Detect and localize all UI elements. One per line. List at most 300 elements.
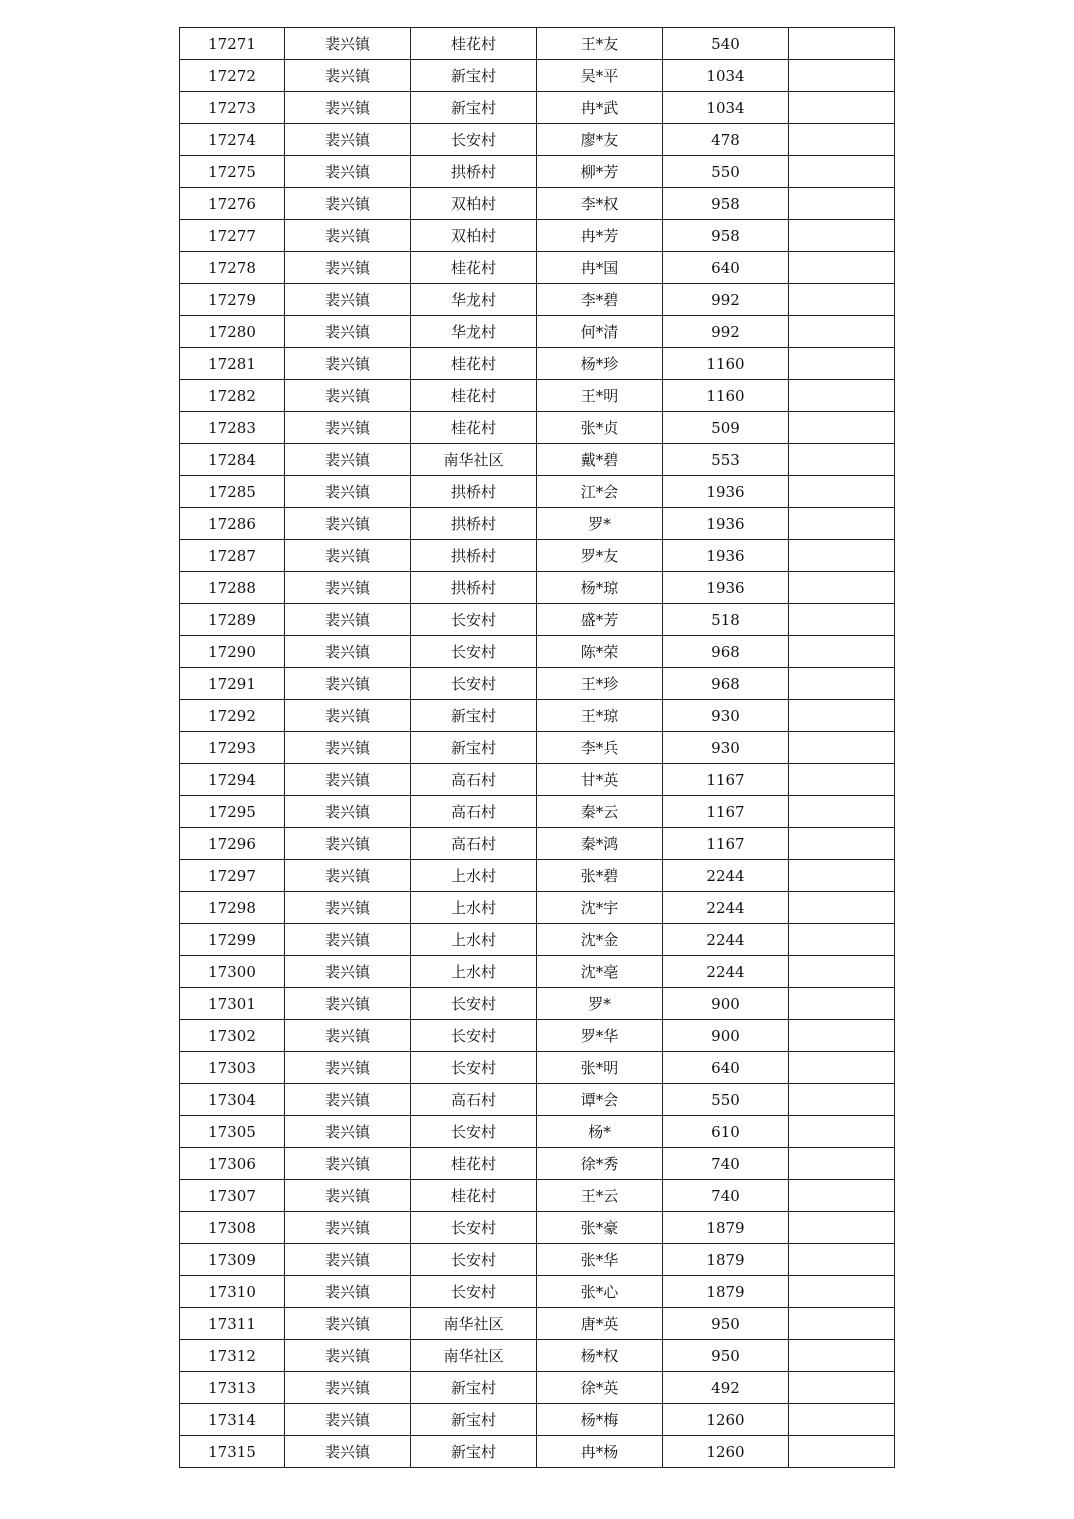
cell-remark [789,796,895,828]
table-row [180,124,895,156]
cell-village: 新宝村 [411,60,537,92]
cell-serial-number: 17303 [180,1052,285,1084]
cell-amount: 550 [663,1084,789,1116]
cell-remark [789,1020,895,1052]
cell-name: 秦*云 [537,796,663,828]
cell-remark [789,316,895,348]
cell-town: 裴兴镇 [285,60,411,92]
cell-amount: 1936 [663,572,789,604]
cell-name: 王*珍 [537,668,663,700]
cell-village: 长安村 [411,1052,537,1084]
cell-name: 谭*会 [537,1084,663,1116]
cell-amount: 518 [663,604,789,636]
cell-name: 沈*亳 [537,956,663,988]
cell-town: 裴兴镇 [285,412,411,444]
cell-remark [789,1308,895,1340]
cell-name: 戴*碧 [537,444,663,476]
cell-village: 高石村 [411,764,537,796]
cell-village: 长安村 [411,1116,537,1148]
cell-amount: 1034 [663,60,789,92]
cell-remark [789,764,895,796]
cell-serial-number: 17273 [180,92,285,124]
table-row [180,444,895,476]
table-row [180,796,895,828]
cell-amount: 640 [663,252,789,284]
cell-town: 裴兴镇 [285,732,411,764]
cell-amount: 992 [663,284,789,316]
cell-serial-number: 17279 [180,284,285,316]
cell-serial-number: 17312 [180,1340,285,1372]
cell-name: 沈*宇 [537,892,663,924]
table-row [180,860,895,892]
cell-village: 华龙村 [411,284,537,316]
cell-serial-number: 17288 [180,572,285,604]
table-row [180,604,895,636]
cell-town: 裴兴镇 [285,444,411,476]
cell-name: 杨*权 [537,1340,663,1372]
cell-town: 裴兴镇 [285,220,411,252]
cell-town: 裴兴镇 [285,124,411,156]
cell-village: 上水村 [411,956,537,988]
cell-serial-number: 17271 [180,28,285,60]
cell-village: 长安村 [411,1020,537,1052]
cell-name: 徐*英 [537,1372,663,1404]
cell-serial-number: 17299 [180,924,285,956]
cell-serial-number: 17309 [180,1244,285,1276]
table-row [180,188,895,220]
cell-name: 罗*华 [537,1020,663,1052]
cell-serial-number: 17308 [180,1212,285,1244]
cell-name: 王*明 [537,380,663,412]
cell-amount: 1167 [663,796,789,828]
cell-amount: 900 [663,988,789,1020]
cell-remark [789,1180,895,1212]
cell-town: 裴兴镇 [285,988,411,1020]
cell-serial-number: 17311 [180,1308,285,1340]
cell-town: 裴兴镇 [285,1212,411,1244]
cell-town: 裴兴镇 [285,1340,411,1372]
cell-amount: 640 [663,1052,789,1084]
cell-remark [789,188,895,220]
cell-serial-number: 17302 [180,1020,285,1052]
cell-remark [789,956,895,988]
cell-serial-number: 17305 [180,1116,285,1148]
cell-town: 裴兴镇 [285,156,411,188]
cell-remark [789,28,895,60]
cell-remark [789,668,895,700]
cell-name: 张*豪 [537,1212,663,1244]
cell-village: 长安村 [411,124,537,156]
cell-name: 秦*鸿 [537,828,663,860]
cell-town: 裴兴镇 [285,892,411,924]
cell-town: 裴兴镇 [285,188,411,220]
cell-remark [789,156,895,188]
cell-village: 新宝村 [411,700,537,732]
cell-name: 冉*武 [537,92,663,124]
cell-town: 裴兴镇 [285,1148,411,1180]
cell-serial-number: 17306 [180,1148,285,1180]
cell-remark [789,1084,895,1116]
cell-amount: 1260 [663,1436,789,1468]
cell-amount: 740 [663,1148,789,1180]
cell-name: 张*华 [537,1244,663,1276]
table-row [180,28,895,60]
cell-amount: 740 [663,1180,789,1212]
cell-remark [789,1404,895,1436]
cell-amount: 1936 [663,476,789,508]
cell-remark [789,1340,895,1372]
cell-village: 长安村 [411,604,537,636]
cell-remark [789,540,895,572]
cell-remark [789,860,895,892]
cell-amount: 2244 [663,956,789,988]
cell-serial-number: 17280 [180,316,285,348]
cell-village: 桂花村 [411,252,537,284]
cell-name: 张*明 [537,1052,663,1084]
cell-village: 新宝村 [411,1436,537,1468]
cell-village: 桂花村 [411,348,537,380]
cell-remark [789,124,895,156]
cell-amount: 958 [663,188,789,220]
cell-serial-number: 17294 [180,764,285,796]
table-row [180,572,895,604]
cell-remark [789,604,895,636]
cell-village: 桂花村 [411,28,537,60]
cell-village: 南华社区 [411,1340,537,1372]
cell-name: 杨*珍 [537,348,663,380]
cell-remark [789,1436,895,1468]
cell-remark [789,572,895,604]
table-row [180,1276,895,1308]
cell-serial-number: 17301 [180,988,285,1020]
table-row [180,892,895,924]
cell-village: 长安村 [411,1276,537,1308]
cell-town: 裴兴镇 [285,828,411,860]
cell-name: 王*友 [537,28,663,60]
cell-village: 上水村 [411,892,537,924]
cell-amount: 1879 [663,1276,789,1308]
cell-village: 拱桥村 [411,508,537,540]
table-row [180,252,895,284]
table-row [180,1212,895,1244]
cell-serial-number: 17275 [180,156,285,188]
cell-name: 冉*国 [537,252,663,284]
cell-name: 罗* [537,988,663,1020]
table-row [180,1308,895,1340]
cell-serial-number: 17282 [180,380,285,412]
cell-amount: 968 [663,668,789,700]
cell-village: 拱桥村 [411,476,537,508]
cell-town: 裴兴镇 [285,636,411,668]
cell-town: 裴兴镇 [285,1052,411,1084]
cell-remark [789,892,895,924]
cell-town: 裴兴镇 [285,540,411,572]
table-row [180,220,895,252]
cell-remark [789,476,895,508]
cell-village: 新宝村 [411,732,537,764]
cell-town: 裴兴镇 [285,572,411,604]
cell-name: 张*心 [537,1276,663,1308]
cell-name: 吴*平 [537,60,663,92]
cell-serial-number: 17276 [180,188,285,220]
cell-name: 王*云 [537,1180,663,1212]
cell-serial-number: 17285 [180,476,285,508]
table-row [180,1372,895,1404]
cell-town: 裴兴镇 [285,764,411,796]
cell-serial-number: 17281 [180,348,285,380]
cell-town: 裴兴镇 [285,924,411,956]
cell-town: 裴兴镇 [285,1180,411,1212]
cell-amount: 968 [663,636,789,668]
table-row [180,956,895,988]
cell-serial-number: 17277 [180,220,285,252]
cell-amount: 958 [663,220,789,252]
cell-name: 冉*芳 [537,220,663,252]
cell-town: 裴兴镇 [285,1084,411,1116]
cell-amount: 553 [663,444,789,476]
cell-town: 裴兴镇 [285,1372,411,1404]
cell-village: 新宝村 [411,1404,537,1436]
table-row [180,92,895,124]
cell-town: 裴兴镇 [285,348,411,380]
cell-name: 杨*琼 [537,572,663,604]
cell-name: 王*琼 [537,700,663,732]
cell-amount: 930 [663,732,789,764]
cell-remark [789,444,895,476]
cell-village: 上水村 [411,924,537,956]
cell-remark [789,284,895,316]
cell-amount: 992 [663,316,789,348]
table-row [180,988,895,1020]
cell-serial-number: 17297 [180,860,285,892]
cell-name: 杨* [537,1116,663,1148]
cell-serial-number: 17287 [180,540,285,572]
cell-amount: 1260 [663,1404,789,1436]
table-row [180,1020,895,1052]
cell-remark [789,252,895,284]
cell-name: 沈*金 [537,924,663,956]
cell-amount: 2244 [663,860,789,892]
table-row [180,1404,895,1436]
cell-town: 裴兴镇 [285,604,411,636]
table-row [180,508,895,540]
cell-amount: 492 [663,1372,789,1404]
cell-town: 裴兴镇 [285,1020,411,1052]
table-row [180,412,895,444]
data-table [179,27,895,1468]
cell-amount: 1167 [663,764,789,796]
cell-amount: 1879 [663,1244,789,1276]
table-row [180,316,895,348]
cell-village: 双柏村 [411,188,537,220]
table-row [180,924,895,956]
cell-remark [789,92,895,124]
cell-remark [789,700,895,732]
cell-town: 裴兴镇 [285,316,411,348]
cell-town: 裴兴镇 [285,1276,411,1308]
cell-town: 裴兴镇 [285,860,411,892]
cell-village: 长安村 [411,636,537,668]
cell-serial-number: 17286 [180,508,285,540]
cell-remark [789,636,895,668]
cell-name: 柳*芳 [537,156,663,188]
cell-village: 高石村 [411,796,537,828]
cell-remark [789,508,895,540]
cell-town: 裴兴镇 [285,92,411,124]
cell-amount: 1879 [663,1212,789,1244]
cell-amount: 900 [663,1020,789,1052]
cell-amount: 930 [663,700,789,732]
cell-town: 裴兴镇 [285,796,411,828]
table-row [180,732,895,764]
cell-town: 裴兴镇 [285,1436,411,1468]
cell-serial-number: 17314 [180,1404,285,1436]
cell-serial-number: 17272 [180,60,285,92]
cell-remark [789,924,895,956]
table-row [180,156,895,188]
cell-name: 冉*杨 [537,1436,663,1468]
cell-name: 何*清 [537,316,663,348]
cell-serial-number: 17313 [180,1372,285,1404]
cell-remark [789,380,895,412]
cell-village: 南华社区 [411,1308,537,1340]
table-row [180,700,895,732]
table-row [180,1340,895,1372]
table-row [180,1436,895,1468]
cell-name: 盛*芳 [537,604,663,636]
cell-amount: 1160 [663,380,789,412]
table-row [180,60,895,92]
cell-serial-number: 17307 [180,1180,285,1212]
cell-serial-number: 17289 [180,604,285,636]
cell-village: 长安村 [411,668,537,700]
table-row [180,1052,895,1084]
cell-name: 廖*友 [537,124,663,156]
table-row [180,1244,895,1276]
cell-name: 罗*友 [537,540,663,572]
cell-name: 徐*秀 [537,1148,663,1180]
cell-remark [789,1212,895,1244]
cell-serial-number: 17296 [180,828,285,860]
cell-remark [789,988,895,1020]
cell-town: 裴兴镇 [285,380,411,412]
cell-amount: 2244 [663,892,789,924]
cell-serial-number: 17300 [180,956,285,988]
cell-serial-number: 17304 [180,1084,285,1116]
cell-village: 新宝村 [411,92,537,124]
cell-town: 裴兴镇 [285,252,411,284]
cell-town: 裴兴镇 [285,28,411,60]
cell-remark [789,1244,895,1276]
cell-village: 拱桥村 [411,540,537,572]
cell-village: 上水村 [411,860,537,892]
cell-serial-number: 17295 [180,796,285,828]
cell-village: 高石村 [411,828,537,860]
cell-town: 裴兴镇 [285,1404,411,1436]
cell-amount: 540 [663,28,789,60]
cell-amount: 1936 [663,540,789,572]
cell-name: 杨*梅 [537,1404,663,1436]
cell-remark [789,1116,895,1148]
cell-name: 李*碧 [537,284,663,316]
cell-village: 双柏村 [411,220,537,252]
table-row [180,828,895,860]
cell-remark [789,732,895,764]
cell-village: 拱桥村 [411,572,537,604]
cell-serial-number: 17292 [180,700,285,732]
cell-serial-number: 17278 [180,252,285,284]
cell-amount: 950 [663,1308,789,1340]
table-row [180,636,895,668]
cell-serial-number: 17315 [180,1436,285,1468]
cell-village: 长安村 [411,1212,537,1244]
cell-serial-number: 17310 [180,1276,285,1308]
cell-remark [789,828,895,860]
cell-name: 李*权 [537,188,663,220]
cell-amount: 1936 [663,508,789,540]
cell-town: 裴兴镇 [285,476,411,508]
cell-village: 新宝村 [411,1372,537,1404]
table-row [180,1148,895,1180]
table-row [180,284,895,316]
cell-remark [789,220,895,252]
cell-serial-number: 17298 [180,892,285,924]
table-row [180,764,895,796]
cell-amount: 1160 [663,348,789,380]
cell-serial-number: 17284 [180,444,285,476]
table-row [180,1180,895,1212]
cell-remark [789,1148,895,1180]
cell-amount: 509 [663,412,789,444]
cell-village: 长安村 [411,1244,537,1276]
cell-amount: 1167 [663,828,789,860]
cell-village: 长安村 [411,988,537,1020]
cell-name: 唐*英 [537,1308,663,1340]
table-row [180,348,895,380]
table-row [180,1084,895,1116]
cell-village: 华龙村 [411,316,537,348]
cell-remark [789,412,895,444]
cell-town: 裴兴镇 [285,668,411,700]
cell-name: 张*碧 [537,860,663,892]
cell-name: 李*兵 [537,732,663,764]
cell-remark [789,348,895,380]
cell-amount: 610 [663,1116,789,1148]
cell-remark [789,1276,895,1308]
cell-remark [789,1372,895,1404]
cell-serial-number: 17290 [180,636,285,668]
cell-village: 桂花村 [411,380,537,412]
table-row [180,476,895,508]
cell-town: 裴兴镇 [285,1308,411,1340]
cell-town: 裴兴镇 [285,1116,411,1148]
cell-remark [789,1052,895,1084]
cell-serial-number: 17274 [180,124,285,156]
table-row [180,540,895,572]
cell-village: 拱桥村 [411,156,537,188]
cell-amount: 478 [663,124,789,156]
cell-amount: 950 [663,1340,789,1372]
table-row [180,380,895,412]
cell-name: 罗* [537,508,663,540]
cell-amount: 2244 [663,924,789,956]
cell-town: 裴兴镇 [285,508,411,540]
cell-serial-number: 17293 [180,732,285,764]
cell-name: 张*贞 [537,412,663,444]
table-row [180,668,895,700]
cell-serial-number: 17291 [180,668,285,700]
table-body [180,28,895,1468]
